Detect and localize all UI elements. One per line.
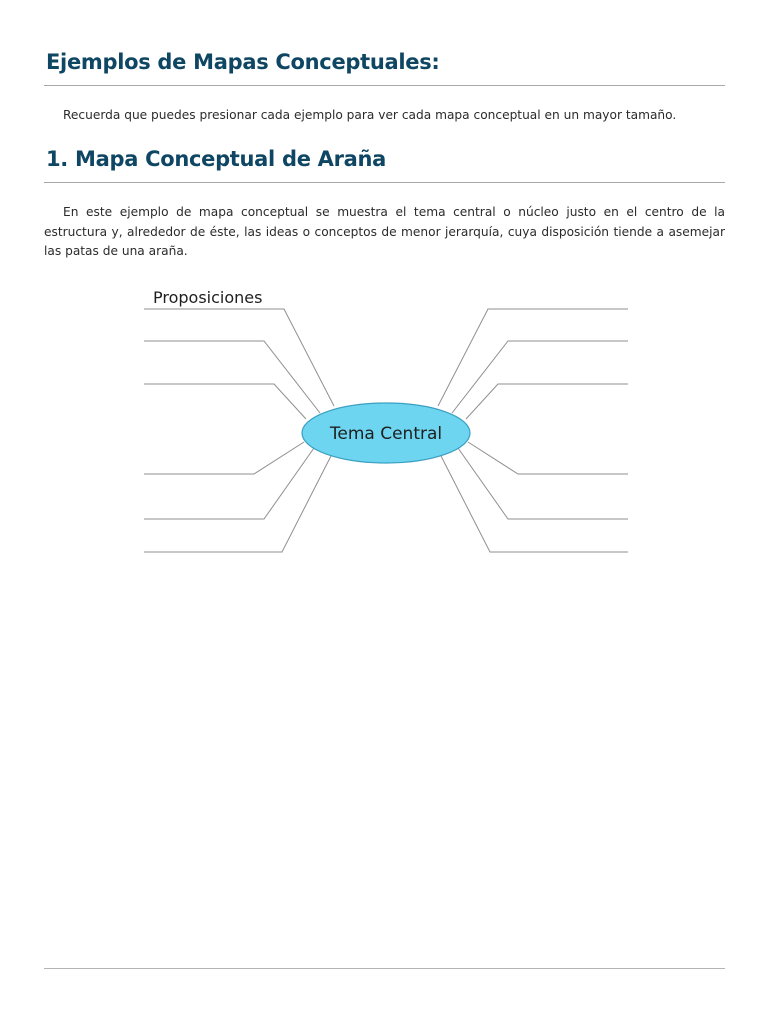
left-leg-4 (144, 442, 304, 474)
left-leg-2 (144, 341, 320, 413)
left-leg-6 (144, 454, 332, 552)
spider-map-svg (140, 282, 632, 560)
right-leg-5 (458, 448, 628, 519)
intro-text: Recuerda que puedes presionar cada ejemplo para ver cada mapa conceptual en un mayor tamaño. (63, 108, 677, 122)
right-leg-3 (466, 384, 628, 419)
section-paragraph: En este ejemplo de mapa conceptual se muestra el tema central o núcleo justo en el centro de la estructura y, alrededor de éste, las ideas o conceptos de menor jerarquía, cuya disposición tiende a asemejar las patas de una araña. (44, 205, 725, 258)
footer-divider (44, 968, 725, 969)
page-title: Ejemplos de Mapas Conceptuales: (46, 50, 440, 74)
propositions-label: Proposiciones (153, 288, 263, 307)
section-heading[interactable]: 1. Mapa Conceptual de Araña (46, 147, 387, 171)
central-topic-label: Tema Central (329, 424, 443, 444)
spider-map-diagram[interactable] (140, 282, 632, 560)
left-leg-5 (144, 448, 314, 519)
title-divider (44, 85, 725, 86)
left-leg-3 (144, 384, 306, 419)
right-leg-6 (440, 454, 628, 552)
right-leg-1 (438, 309, 628, 406)
left-leg-1 (144, 309, 334, 406)
right-leg-4 (468, 442, 628, 474)
right-leg-2 (452, 341, 628, 413)
section-divider (44, 182, 725, 183)
